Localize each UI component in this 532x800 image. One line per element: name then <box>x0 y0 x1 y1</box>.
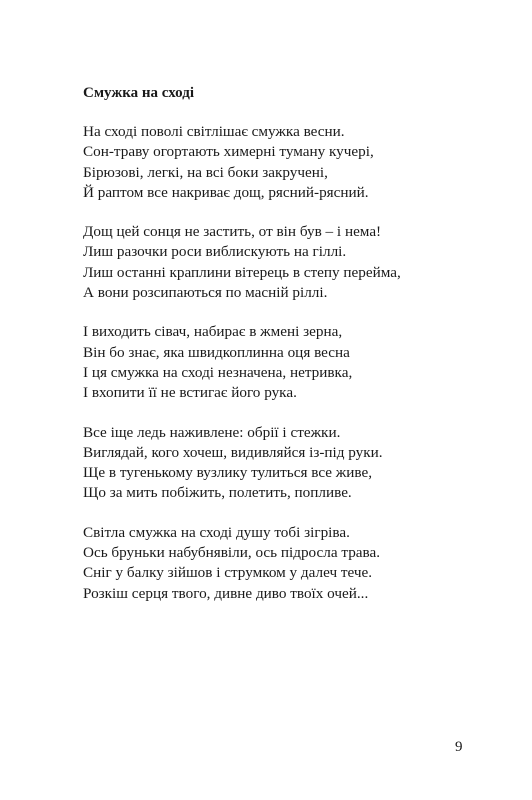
poem-title: Смужка на сході <box>83 85 194 101</box>
stanza-3 <box>83 322 483 403</box>
poem-line: І виходить сівач, набирає в жмені зерна, <box>83 323 343 341</box>
page-number: 9 <box>455 739 463 755</box>
poem-body <box>83 122 483 623</box>
poem-line: Й раптом все накриває дощ, рясний-рясний. <box>83 183 369 201</box>
stanza-2 <box>83 222 483 303</box>
poem-line: Він бо знає, яка швидкоплинна оця весна <box>83 343 350 361</box>
poem-line: Розкіш серця твого, дивне диво твоїх очей... <box>83 584 369 602</box>
poem-line: Сніг у балку зійшов і струмком у далеч тече. <box>83 564 373 582</box>
poem-line: Що за мить побіжить, полетить, попливе. <box>83 484 352 502</box>
poem-line: Все іще ледь наживлене: обрії і стежки. <box>83 423 341 441</box>
poem-line: Дощ цей сонця не застить, от він був – і нема! <box>83 223 382 241</box>
poem-line: І вхопити її не встигає його рука. <box>83 384 297 402</box>
poem-line: Лиш останні краплини вітерець в степу перейма, <box>83 263 401 281</box>
poem-line: Виглядай, кого хочеш, видивляйся із-під руки. <box>83 443 383 461</box>
stanza-4 <box>83 423 483 504</box>
poem-line: І ця смужка на сході незначена, нетривка, <box>83 363 353 381</box>
poem-line: Ось бруньки набубнявіли, ось підросла трава. <box>83 544 381 562</box>
stanza-5 <box>83 523 483 604</box>
poem-line: Ще в тугенькому вузлику тулиться все живе, <box>83 464 373 482</box>
stanza-1 <box>83 122 483 203</box>
poem-line: На сході поволі світлішає смужка весни. <box>83 123 345 140</box>
poem-line: Світла смужка на сході душу тобі зігріва. <box>83 523 350 541</box>
poem-line: Лиш разочки роси виблискують на гіллі. <box>83 243 347 261</box>
poem-line: А вони розсипаються по масній ріллі. <box>83 284 328 302</box>
poem-line: Сон-траву огортають химерні туману кучері, <box>83 143 374 161</box>
poem-line: Бірюзові, легкі, на всі боки закручені, <box>83 163 328 181</box>
